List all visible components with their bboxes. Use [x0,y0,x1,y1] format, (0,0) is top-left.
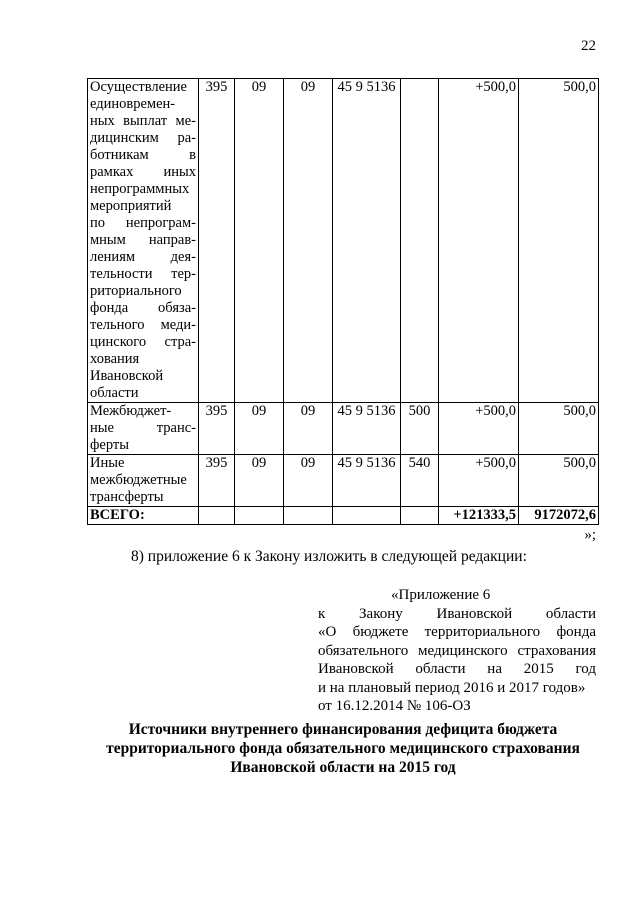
appendix-line: обязательного медицинского страхования [318,642,596,659]
expense-type-cell: 540 [401,455,439,507]
target-article-cell: 45 9 5136 [333,455,401,507]
name-line: ферты [90,437,129,453]
row-name-cell [88,403,199,455]
page-number: 22 [581,38,596,54]
amendment-item-8: 8) приложение 6 к Закону изложить в следующей редакции: [131,548,527,565]
budget-table [87,78,599,525]
section-cell: 09 [235,455,284,507]
name-line: Межбюджет- [90,403,172,419]
row-name-cell [88,455,199,507]
heading-line: Ивановской области на 2015 год [230,759,456,776]
grand-total: 9172072,6 [519,507,599,525]
name-line: Осуществление [90,79,187,95]
empty-cell [235,507,284,525]
expense-type-cell [401,79,439,403]
table-row [88,79,599,403]
name-line: единовремен- [90,96,176,112]
heading-line: Источники внутреннего финансирования дефицита бюджета [128,721,558,738]
appendix-line: и на плановый период 2016 и 2017 годов» [318,679,586,696]
name-line: цинского стра- [90,334,196,350]
appendix-reference [318,586,596,716]
appendix-line: «О бюджете территориального фонда [318,624,596,640]
row-name-cell [88,79,199,403]
name-line: ных выплат ме- [90,113,196,129]
appendix-line: к Закону Ивановской области [318,605,596,622]
change-cell: +500,0 [439,455,519,507]
name-line: дицинским ра- [90,130,196,146]
section-cell: 09 [235,79,284,403]
total-label: ВСЕГО: [88,507,199,525]
name-line: рамках иных [90,164,196,180]
admin-code-cell: 395 [199,403,235,455]
total-cell: 500,0 [519,403,599,455]
name-line: фонда обяза- [90,300,196,316]
name-line: тельного меди- [90,317,196,333]
target-article-cell: 45 9 5136 [333,79,401,403]
total-change: +121333,5 [439,507,519,525]
expense-type-cell: 500 [401,403,439,455]
subsection-cell: 09 [284,455,333,507]
name-line: Ивановской [90,368,164,384]
name-line: по непрограм- [90,215,196,231]
table-row [88,403,599,455]
empty-cell [199,507,235,525]
closing-quote: »; [584,527,596,543]
name-line: трансферты [90,489,164,505]
name-line: области [90,385,139,401]
target-article-cell: 45 9 5136 [333,403,401,455]
name-line: ные транс- [90,420,196,436]
empty-cell [284,507,333,525]
name-line: мным направ- [90,232,196,248]
name-line: лениям дея- [90,249,196,265]
appendix-line: Ивановской области на 2015 год [318,661,596,677]
heading-line: территориального фонда обязательного медицинского страхования [106,740,580,757]
admin-code-cell: 395 [199,455,235,507]
name-line: хования [90,351,140,367]
empty-cell [333,507,401,525]
change-cell: +500,0 [439,79,519,403]
section-cell: 09 [235,403,284,455]
section-heading [90,720,596,777]
name-line: мероприятий [90,198,172,214]
total-row [88,507,599,525]
appendix-line: «Приложение 6 [391,587,491,603]
total-cell: 500,0 [519,455,599,507]
total-cell: 500,0 [519,79,599,403]
appendix-line: от 16.12.2014 № 106-ОЗ [318,698,471,714]
subsection-cell: 09 [284,403,333,455]
name-line: ботникам в [90,147,196,163]
empty-cell [401,507,439,525]
change-cell: +500,0 [439,403,519,455]
name-line: непрограммных [90,181,190,197]
name-line: межбюджетные [90,472,187,488]
admin-code-cell: 395 [199,79,235,403]
subsection-cell: 09 [284,79,333,403]
name-line: тельности тер- [90,266,196,282]
table-row [88,455,599,507]
name-line: Иные [90,455,125,471]
name-line: риториального [90,283,182,299]
